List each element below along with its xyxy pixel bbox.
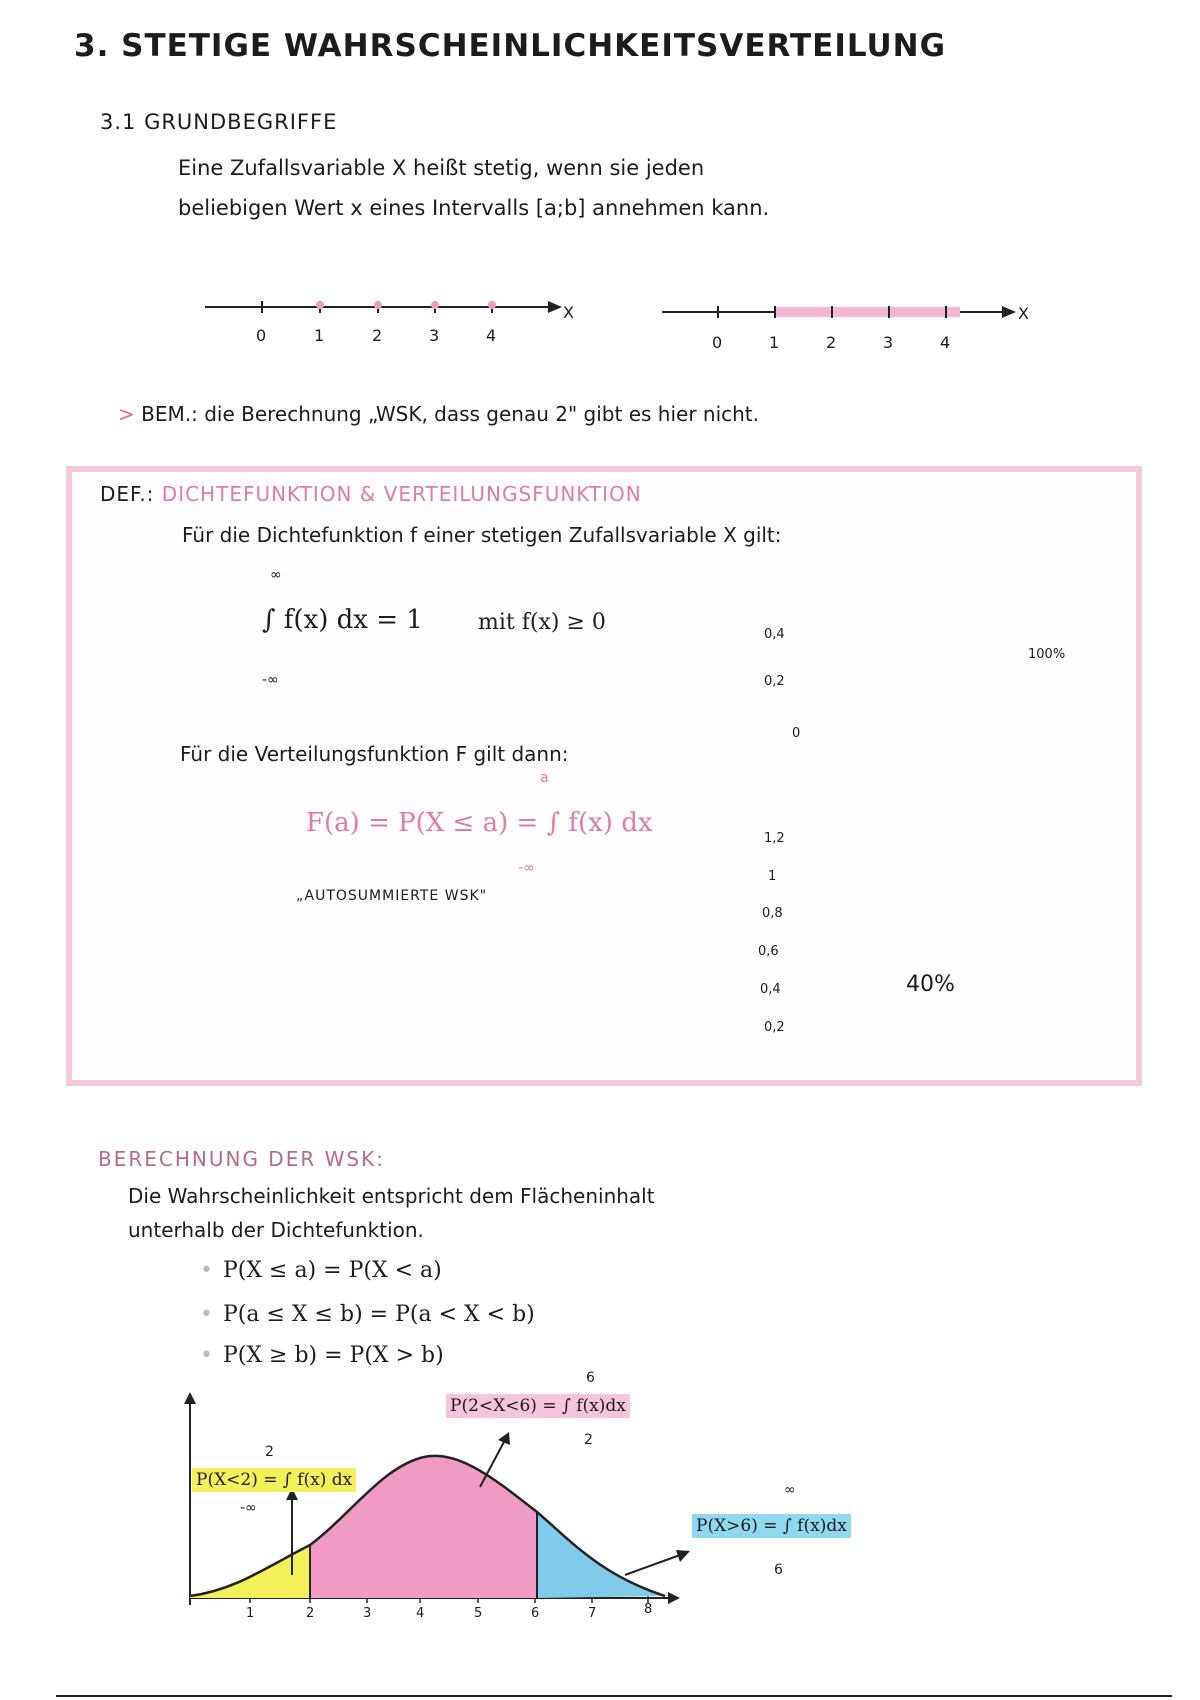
discrete-axis-label: X: [563, 303, 574, 322]
integral-lower-limit: -∞: [262, 672, 279, 688]
discrete-tick-2: 2: [372, 326, 383, 345]
point-4: [488, 301, 496, 309]
interval-highlight: [775, 307, 960, 317]
discrete-tick-3: 3: [429, 326, 440, 345]
definition-title: DICHTEFUNKTION & VERTEILUNGSFUNKTION: [161, 482, 642, 506]
intro-line-2: beliebigen Wert x eines Intervalls [a;b] annehmen kann.: [178, 196, 770, 220]
continuous-number-line: [662, 306, 1016, 318]
calculation-heading: BERECHNUNG DER WSK:: [98, 1147, 385, 1171]
area-right: [537, 1512, 665, 1598]
bottom-x-tick-3: 4: [416, 1606, 425, 1621]
label-middle: [446, 1396, 630, 1416]
label-left: [192, 1470, 356, 1490]
continuous-tick-4: 4: [940, 333, 951, 352]
bottom-x-tick-1: 2: [306, 1606, 315, 1621]
label-left-upper: 2: [265, 1444, 274, 1460]
bottom-x-tick-5: 6: [531, 1606, 540, 1621]
density-condition: mit f(x) ≥ 0: [478, 610, 606, 635]
point-1: [316, 301, 324, 309]
continuous-axis-label: X: [1018, 304, 1029, 323]
continuous-tick-2: 2: [826, 333, 837, 352]
integral-upper-limit: ∞: [270, 567, 282, 583]
cdf-y-tick-1: 1: [768, 869, 777, 884]
discrete-tick-4: 4: [486, 326, 497, 345]
density-y-tick-0: 0,4: [764, 627, 785, 642]
label-left-text: P(X<2) = ∫ f(x) dx: [192, 1468, 356, 1492]
section-subtitle: 3.1 GRUNDBEGRIFFE: [100, 110, 338, 134]
remark-marker: >: [118, 402, 135, 426]
definition-box: [66, 466, 1142, 1086]
cdf-formula: F(a) = P(X ≤ a) = ∫ f(x) dx: [306, 808, 653, 838]
definition-heading: [100, 482, 642, 506]
calculation-line-2: unterhalb der Dichtefunktion.: [128, 1218, 424, 1242]
discrete-tick-1: 1: [314, 326, 325, 345]
bottom-x-tick-6: 7: [588, 1606, 597, 1621]
rule-text: P(X ≤ a) = P(X < a): [222, 1258, 442, 1283]
bottom-x-tick-7: 8: [644, 1602, 653, 1617]
integral-formula: ∫ f(x) dx = 1: [262, 605, 423, 635]
cdf-upper-limit: a: [540, 770, 549, 786]
label-right-lower: 6: [774, 1562, 783, 1578]
label-middle-text: P(2<X<6) = ∫ f(x)dx: [446, 1394, 630, 1418]
rule-item-2: • P(X ≥ b) = P(X > b): [200, 1343, 444, 1368]
definition-line-2: Für die Verteilungsfunktion F gilt dann:: [180, 742, 569, 766]
remark-text: BEM.: die Berechnung „WSK, dass genau 2" gibt es hier nicht.: [141, 402, 760, 426]
definition-prefix: DEF.:: [100, 482, 155, 506]
cdf-y-tick-4: 0,4: [760, 982, 781, 997]
rule-item-1: • P(a ≤ X ≤ b) = P(a < X < b): [200, 1302, 535, 1327]
calculation-line-1: Die Wahrscheinlichkeit entspricht dem Flächeninhalt: [128, 1184, 655, 1208]
continuous-tick-3: 3: [883, 333, 894, 352]
rule-item-0: • P(X ≤ a) = P(X < a): [200, 1258, 442, 1283]
point-3: [431, 301, 439, 309]
continuous-tick-0: 0: [712, 333, 723, 352]
page-title: 3. STETIGE WAHRSCHEINLICHKEITSVERTEILUNG: [74, 28, 947, 64]
bottom-x-tick-2: 3: [363, 1606, 372, 1621]
label-right: [692, 1516, 851, 1536]
definition-line-1: Für die Dichtefunktion f einer stetigen Zufallsvariable X gilt:: [182, 523, 782, 547]
cdf-y-tick-5: 0,2: [764, 1020, 785, 1035]
cdf-y-tick-2: 0,8: [762, 906, 783, 921]
cdf-annotation: 40%: [906, 972, 955, 997]
rule-text: P(X ≥ b) = P(X > b): [222, 1343, 444, 1368]
label-middle-lower: 2: [584, 1432, 593, 1448]
bottom-x-tick-0: 1: [246, 1606, 255, 1621]
bottom-x-tick-4: 5: [474, 1606, 483, 1621]
discrete-tick-0: 0: [256, 326, 267, 345]
cdf-y-tick-0: 1,2: [764, 831, 785, 846]
continuous-tick-1: 1: [769, 333, 780, 352]
label-left-lower: -∞: [240, 1500, 257, 1516]
cdf-lower-limit: -∞: [518, 860, 535, 876]
cdf-note: „AUTOSUMMIERTE WSK": [296, 888, 488, 904]
remark: [118, 402, 759, 426]
density-annotation: 100%: [1028, 647, 1066, 662]
density-y-tick-1: 0,2: [764, 674, 785, 689]
cdf-y-tick-3: 0,6: [758, 944, 779, 959]
label-middle-upper: 6: [586, 1370, 595, 1386]
point-2: [374, 301, 382, 309]
discrete-number-line: [205, 301, 562, 313]
rule-text: P(a ≤ X ≤ b) = P(a < X < b): [222, 1302, 535, 1327]
label-right-text: P(X>6) = ∫ f(x)dx: [692, 1514, 851, 1538]
probability-area-chart: [184, 1392, 690, 1605]
label-right-upper: ∞: [784, 1482, 796, 1498]
intro-line-1: Eine Zufallsvariable X heißt stetig, wenn sie jeden: [178, 156, 705, 180]
density-origin: 0: [792, 726, 801, 741]
